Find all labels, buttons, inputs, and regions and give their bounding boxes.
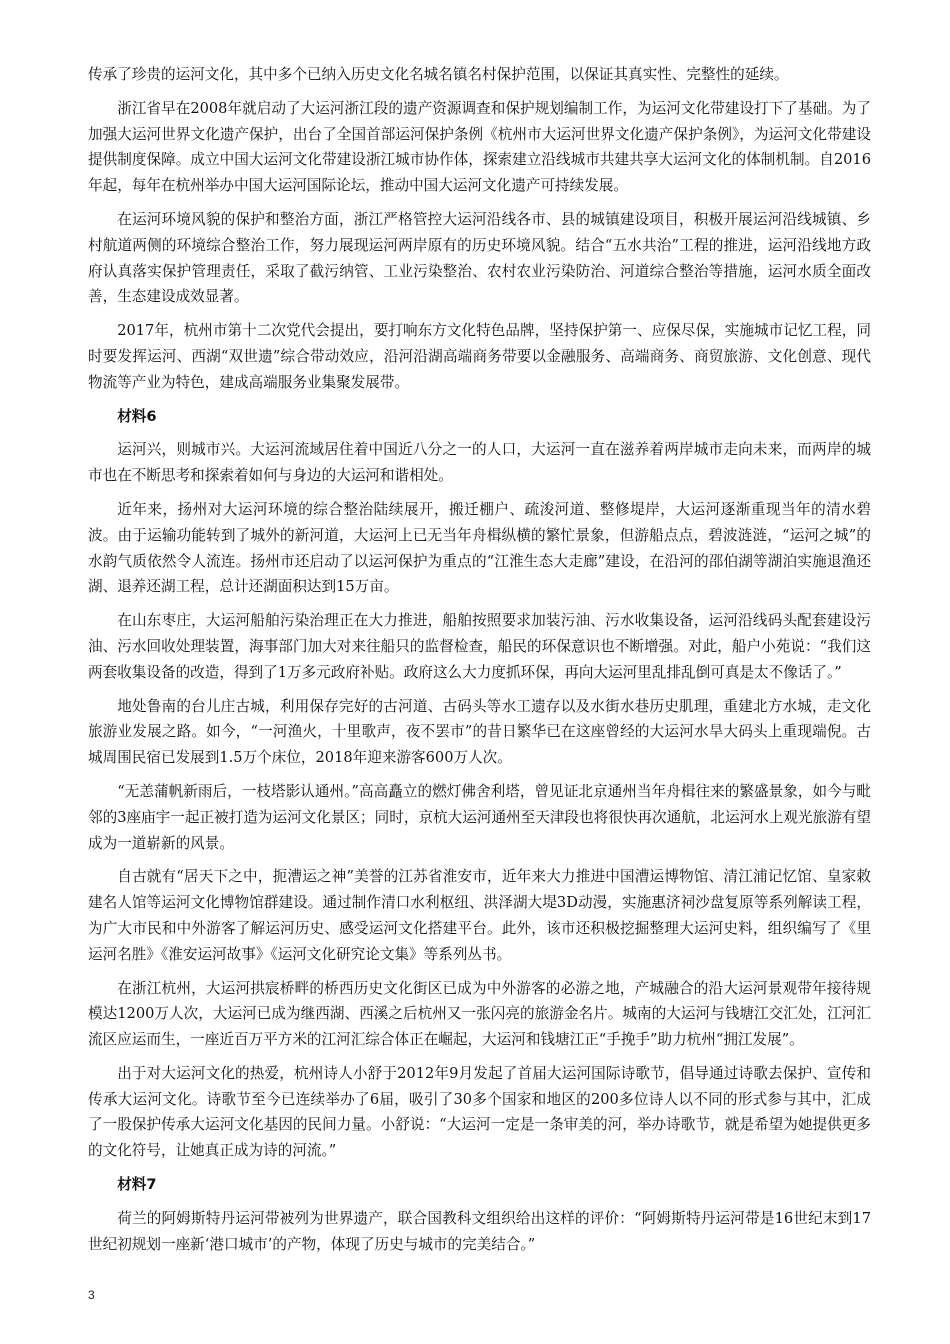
paragraph-hangzhou-2017: 2017年，杭州市第十二次党代会提出，要打响东方文化特色品牌，坚持保护第一、应保尽保，实施城市记忆工程，同时要发挥运河、西湖“双世遗”综合带动效应，沿河沿湖高端商务带要以金融服务、高端商务、商贸旅游、文化创意、现代物流等产业为特色，建成高端服务业集聚发展带。 [88,322,871,391]
paragraph-zhejiang-heritage: 浙江省早在2008年就启动了大运河浙江段的遗产资源调查和保护规划编制工作，为运河文化带建设打下了基础。为了加强大运河世界文化遗产保护，出台了全国首部运河保护条例《杭州市大运河世界文化遗产保护条例》，为运河文化带建设提供制度保障。成立中国大运河文化带建设浙江城市协作体，探索建立沿线城市共建共享大运河文化的体制机制。自2016年起，每年在杭州举办中国大运河国际论坛，推动中国大运河文化遗产可持续发展。 [88,99,871,195]
section-heading-material-6: 材料6 [117,407,157,425]
paragraph-taierzhuang: 地处鲁南的台儿庄古城，利用保存完好的古河道、古码头等水工遗存以及水街水巷历史肌理，重建北方水城，走文化旅游业发展之路。如今，“一河渔火，十里歌声，夜不罢市”的昔日繁华已在这座曾经的大运河水旱大码头上重现端倪。古城周围民宿已发展到1.5万个床位，2018年迎来游客600万人次。 [88,697,871,767]
paragraph-hangzhou-tourism: 在浙江杭州，大运河拱宸桥畔的桥西历史文化街区已成为中外游客的必游之地，产城融合的沿大运河景观带年接待规模达1200万人次，大运河已成为继西湖、西溪之后杭州又一张闪亮的旅游金名片。城南的大运河与钱塘江交汇处，江河汇流区应运而生，一座近百万平方米的江河汇综合体正在崛起，大运河和钱塘江正“手挽手”助力杭州“拥江发展”。 [88,979,871,1049]
paragraph-tongzhou: “无恙蒲帆新雨后，一枝塔影认通州。”高高矗立的燃灯佛舍利塔，曾见证北京通州当年舟楫往来的繁盛景象，如今与毗邻的3座庙宇一起正被打造为运河文化景区；同时，京杭大运河通州至天津段也将很快再次通航，北运河水上观光旅游有望成为一道崭新的风景。 [88,782,871,852]
page-number: 3 [88,1288,95,1302]
paragraph-canal-cities: 运河兴，则城市兴。大运河流域居住着中国近八分之一的人口，大运河一直在滋养着两岸城市走向未来，而两岸的城市也在不断思考和探索着如何与身边的大运河和谐相处。 [88,441,871,485]
paragraph-poetry-festival: 出于对大运河文化的热爱，杭州诗人小舒于2012年9月发起了首届大运河国际诗歌节，倡导通过诗歌去保护、宣传和传承大运河文化。诗歌节至今已连续举办了6届，吸引了30多个国家和地区的200多位诗人以不同的形式参与其中，汇成了一股保护传承大运河文化基因的民间力量。小舒说：“大运河一定是一条审美的河，举办诗歌节，就是希望为她提供更多的文化符号，让她真正成为诗的河流。” [88,1064,871,1160]
paragraph-continued: 传承了珍贵的运河文化，其中多个已纳入历史文化名城名镇名村保护范围，以保证其真实性、完整性的延续。 [88,66,789,83]
paragraph-yangzhou: 近年来，扬州对大运河环境的综合整治陆续展开，搬迁棚户、疏浚河道、整修堤岸，大运河逐渐重现当年的清水碧波。由于运输功能转到了城外的新河道，大运河上已无当年舟楫纵横的繁忙景象，但游船点点，碧波涟涟，“运河之城”的水韵气质依然令人流连。扬州市还启动了以运河保护为重点的“江淮生态大走廊”建设，在沿河的邵伯湖等湖泊实施退渔还湖、退养还湖工程，总计还湖面积达到15万亩。 [88,500,871,596]
paragraph-amsterdam: 荷兰的阿姆斯特丹运河带被列为世界遗产，联合国教科文组织给出这样的评价：“阿姆斯特丹运河带是16世纪末到17世纪初规划一座新‘港口城市’的产物，体现了历史与城市的完美结合。” [88,1209,871,1253]
paragraph-zhejiang-environment: 在运河环境风貌的保护和整治方面，浙江严格管控大运河沿线各市、县的城镇建设项目，积极开展运河沿线城镇、乡村航道两侧的环境综合整治工作，努力展现运河两岸原有的历史环境风貌。结合“五水共治”工程的推进，运河沿线地方政府认真落实保护管理责任，采取了截污纳管、工业污染整治、农村农业污染防治、河道综合整治等措施，运河水质全面改善，生态建设成效显著。 [88,210,871,306]
section-heading-material-7: 材料7 [117,1176,157,1194]
document-page [88,62,871,1265]
paragraph-zaozhuang: 在山东枣庄，大运河船舶污染治理正在大力推进，船舶按照要求加装污油、污水收集设备，运河沿线码头配套建设污油、污水回收处理装置，海事部门加大对来往船只的监督检查，船民的环保意识也不断增强。对此，船户小苑说：“我们这两套收集设备的改造，得到了1万多元政府补贴。政府这么大力度抓环保，再向大运河里乱排乱倒可真是太不像话了。” [88,612,871,681]
paragraph-huaian: 自古就有“居天下之中，扼漕运之神”美誉的江苏省淮安市，近年来大力推进中国漕运博物馆、清江浦记忆馆、皇家敕建名人馆等运河文化博物馆群建设。通过制作清口水利枢纽、洪泽湖大堤3D动漫，实施惠济祠沙盘复原等系列解读工程，为广大市民和中外游客了解运河历史、感受运河文化搭建平台。此外，该市还积极挖掘整理大运河史料，组织编写了《里运河名胜》《淮安运河故事》《运河文化研究论文集》等系列丛书。 [88,868,871,963]
